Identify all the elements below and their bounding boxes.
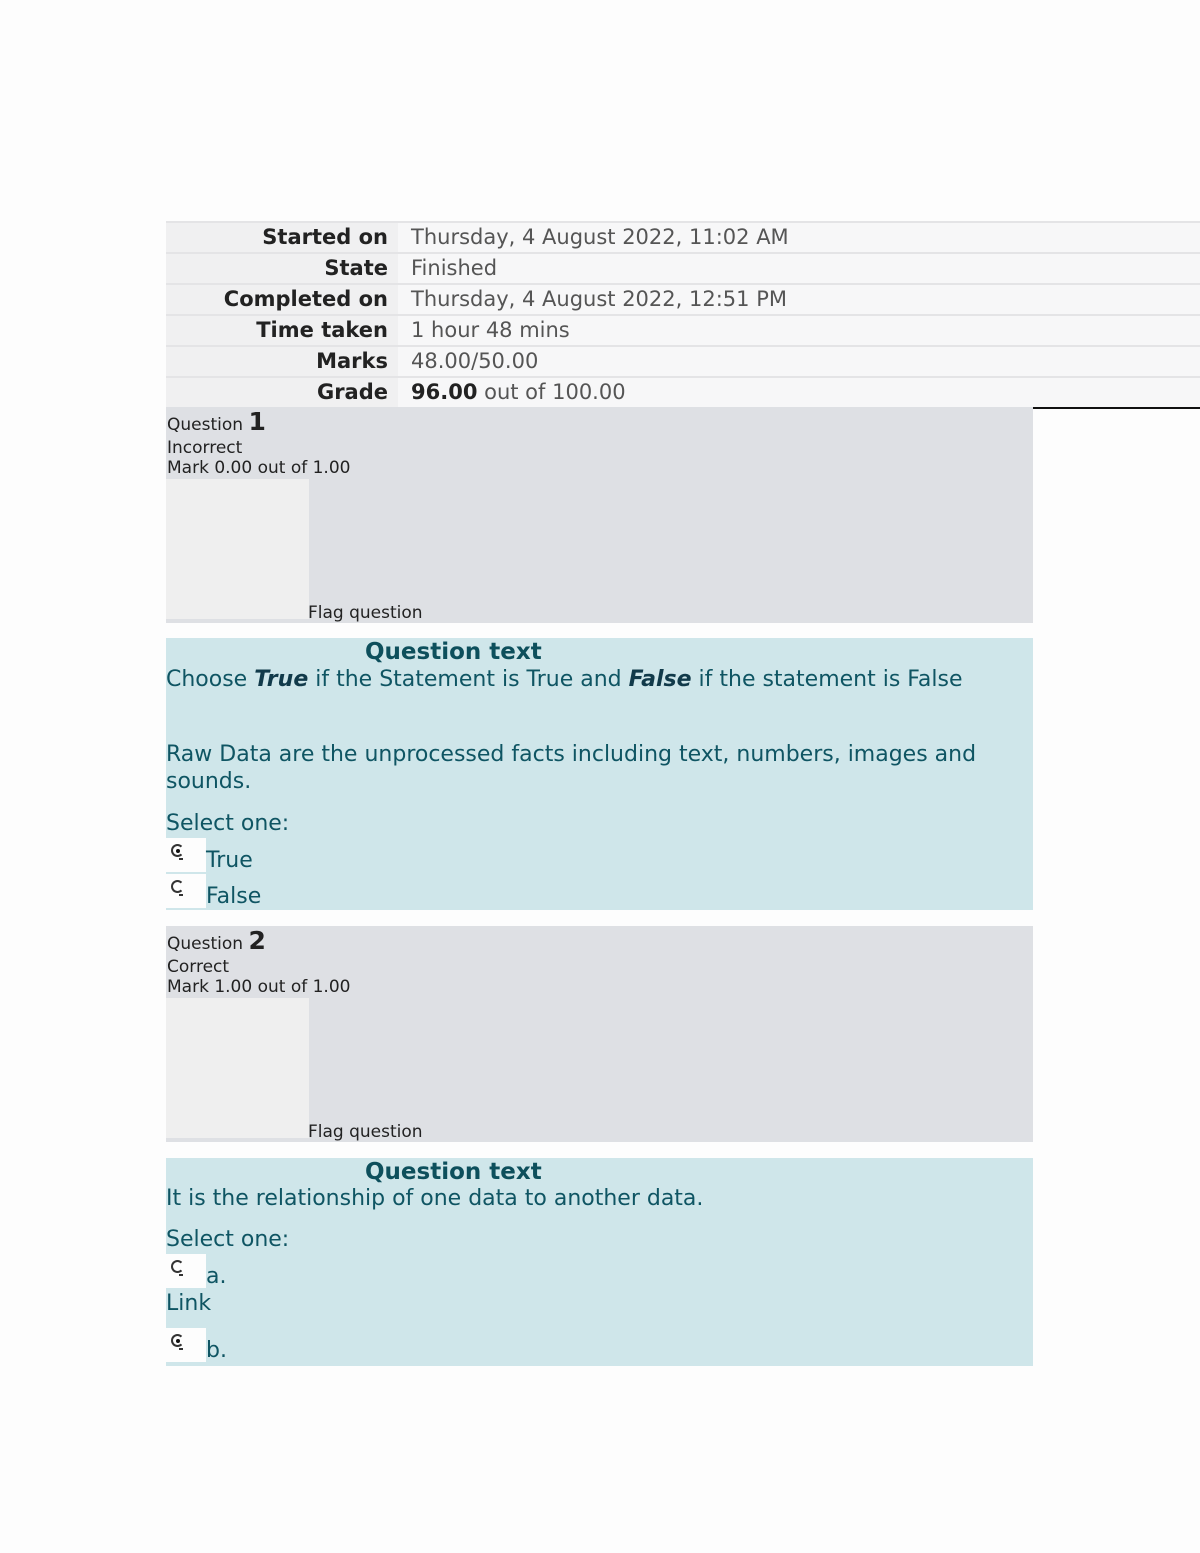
question-info-panel [166, 998, 309, 1138]
summary-row-time-taken [166, 314, 1200, 345]
summary-value-grade [398, 378, 1200, 407]
grade-score: 96.00 [411, 380, 478, 404]
attempt-summary-table [166, 221, 1200, 409]
instruction-text: if the statement is False [691, 667, 963, 692]
question-instruction [166, 666, 963, 693]
summary-label: Marks [166, 347, 398, 376]
radio-option-a[interactable] [166, 1254, 206, 1288]
question-statement: Raw Data are the unprocessed facts including text, numbers, images and [166, 742, 977, 767]
question-number-value: 2 [248, 926, 266, 955]
radio-tick [179, 1274, 183, 1276]
radio-button[interactable] [171, 1260, 184, 1273]
summary-row-grade [166, 376, 1200, 409]
radio-button[interactable] [171, 880, 184, 893]
radio-option-false[interactable] [166, 874, 206, 908]
summary-value: Thursday, 4 August 2022, 11:02 AM [398, 223, 1200, 252]
summary-value: 1 hour 48 mins [398, 316, 1200, 345]
instruction-text: Choose [166, 667, 255, 692]
summary-row-marks [166, 345, 1200, 376]
question-2-info [166, 926, 1033, 1142]
summary-label: State [166, 254, 398, 283]
option-letter-a[interactable]: a. [206, 1264, 227, 1289]
question-number [167, 926, 266, 955]
question-state: Incorrect [167, 438, 243, 458]
question-statement-cont: sounds. [166, 769, 252, 794]
summary-label: Started on [166, 223, 398, 252]
question-number-value: 1 [248, 407, 266, 436]
radio-button-checked[interactable] [171, 844, 184, 857]
instruction-false: False [628, 667, 692, 692]
radio-tick [179, 858, 183, 860]
question-mark: Mark 0.00 out of 1.00 [167, 458, 351, 478]
question-info-panel [166, 479, 309, 619]
question-mark: Mark 1.00 out of 1.00 [167, 977, 351, 997]
question-prefix: Question [167, 415, 249, 435]
summary-row-state [166, 252, 1200, 283]
radio-tick [179, 1348, 183, 1350]
question-statement: It is the relationship of one data to another data. [166, 1186, 704, 1211]
question-state: Correct [167, 957, 230, 977]
summary-label: Time taken [166, 316, 398, 345]
question-text-heading: Question text [365, 1159, 542, 1185]
question-1-content [166, 638, 1033, 910]
summary-row-started-on [166, 221, 1200, 252]
question-text-heading: Question text [365, 639, 542, 665]
radio-button-checked[interactable] [171, 1334, 184, 1347]
flag-question-link[interactable]: Flag question [308, 603, 423, 623]
radio-option-true[interactable] [166, 838, 206, 872]
instruction-true: True [254, 667, 309, 692]
option-text-a[interactable]: Link [166, 1291, 212, 1316]
summary-label: Grade [166, 378, 398, 407]
question-1-info [166, 407, 1033, 623]
summary-value: Thursday, 4 August 2022, 12:51 PM [398, 285, 1200, 314]
option-letter-b[interactable]: b. [206, 1338, 227, 1363]
question-prefix: Question [167, 934, 249, 954]
summary-label: Completed on [166, 285, 398, 314]
select-one-label: Select one: [166, 1227, 290, 1252]
radio-option-b[interactable] [166, 1328, 206, 1362]
option-label-false[interactable]: False [206, 884, 262, 909]
question-2-content [166, 1158, 1033, 1366]
radio-tick [179, 894, 183, 896]
select-one-label: Select one: [166, 811, 290, 836]
grade-out-of: out of 100.00 [477, 380, 626, 404]
summary-value: 48.00/50.00 [398, 347, 1200, 376]
summary-row-completed-on [166, 283, 1200, 314]
question-number [167, 407, 266, 436]
summary-value: Finished [398, 254, 1200, 283]
instruction-text: if the Statement is True and [308, 667, 629, 692]
option-label-true[interactable]: True [206, 848, 253, 873]
flag-question-link[interactable]: Flag question [308, 1122, 423, 1142]
